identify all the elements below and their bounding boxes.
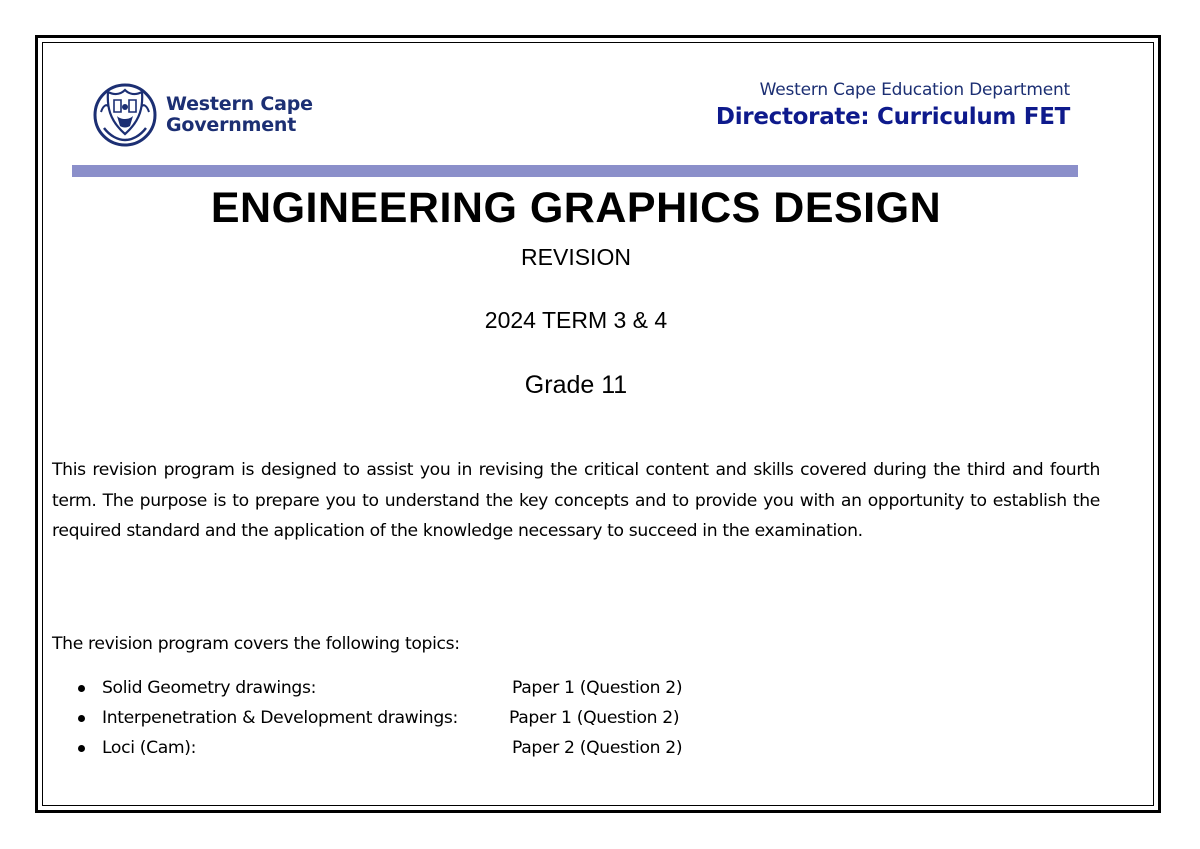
document-title: ENGINEERING GRAPHICS DESIGN bbox=[210, 184, 942, 232]
logo-name-line1: Western Cape bbox=[166, 93, 313, 115]
topic-name: Solid Geometry drawings: bbox=[102, 678, 317, 698]
department-block bbox=[716, 78, 1070, 132]
topic-name: Loci (Cam): bbox=[102, 738, 197, 758]
bullet-icon bbox=[78, 685, 85, 692]
topic-paper: Paper 1 (Question 2) bbox=[512, 678, 683, 698]
western-cape-government-logo bbox=[92, 82, 313, 148]
grade-label: Grade 11 bbox=[524, 371, 628, 399]
term-label: 2024 TERM 3 & 4 bbox=[484, 307, 668, 333]
intro-paragraph: This revision program is designed to assist you in revising the critical content and skills covered during the third and fourth term. The purpose is to prepare you to understand the key concepts and to provide you with an opportunity to establish the required standard and the application of the knowledge necessary to succeed in the examination. bbox=[52, 460, 1100, 541]
topic-paper: Paper 2 (Question 2) bbox=[512, 738, 683, 758]
logo-text bbox=[166, 94, 313, 136]
topic-name: Interpenetration & Development drawings: bbox=[102, 708, 458, 728]
logo-name-line2: Government bbox=[166, 114, 297, 136]
bullet-icon bbox=[78, 745, 85, 752]
topics-intro: The revision program covers the following topics: bbox=[52, 634, 460, 654]
bullet-icon bbox=[78, 715, 85, 722]
document-subtitle: REVISION bbox=[521, 244, 631, 270]
coat-of-arms-shield-icon bbox=[92, 82, 158, 148]
department-name: Western Cape Education Department bbox=[759, 80, 1070, 100]
directorate-name: Directorate: Curriculum FET bbox=[715, 104, 1070, 130]
topic-paper: Paper 1 (Question 2) bbox=[509, 708, 680, 728]
header-divider-bar bbox=[72, 165, 1078, 177]
